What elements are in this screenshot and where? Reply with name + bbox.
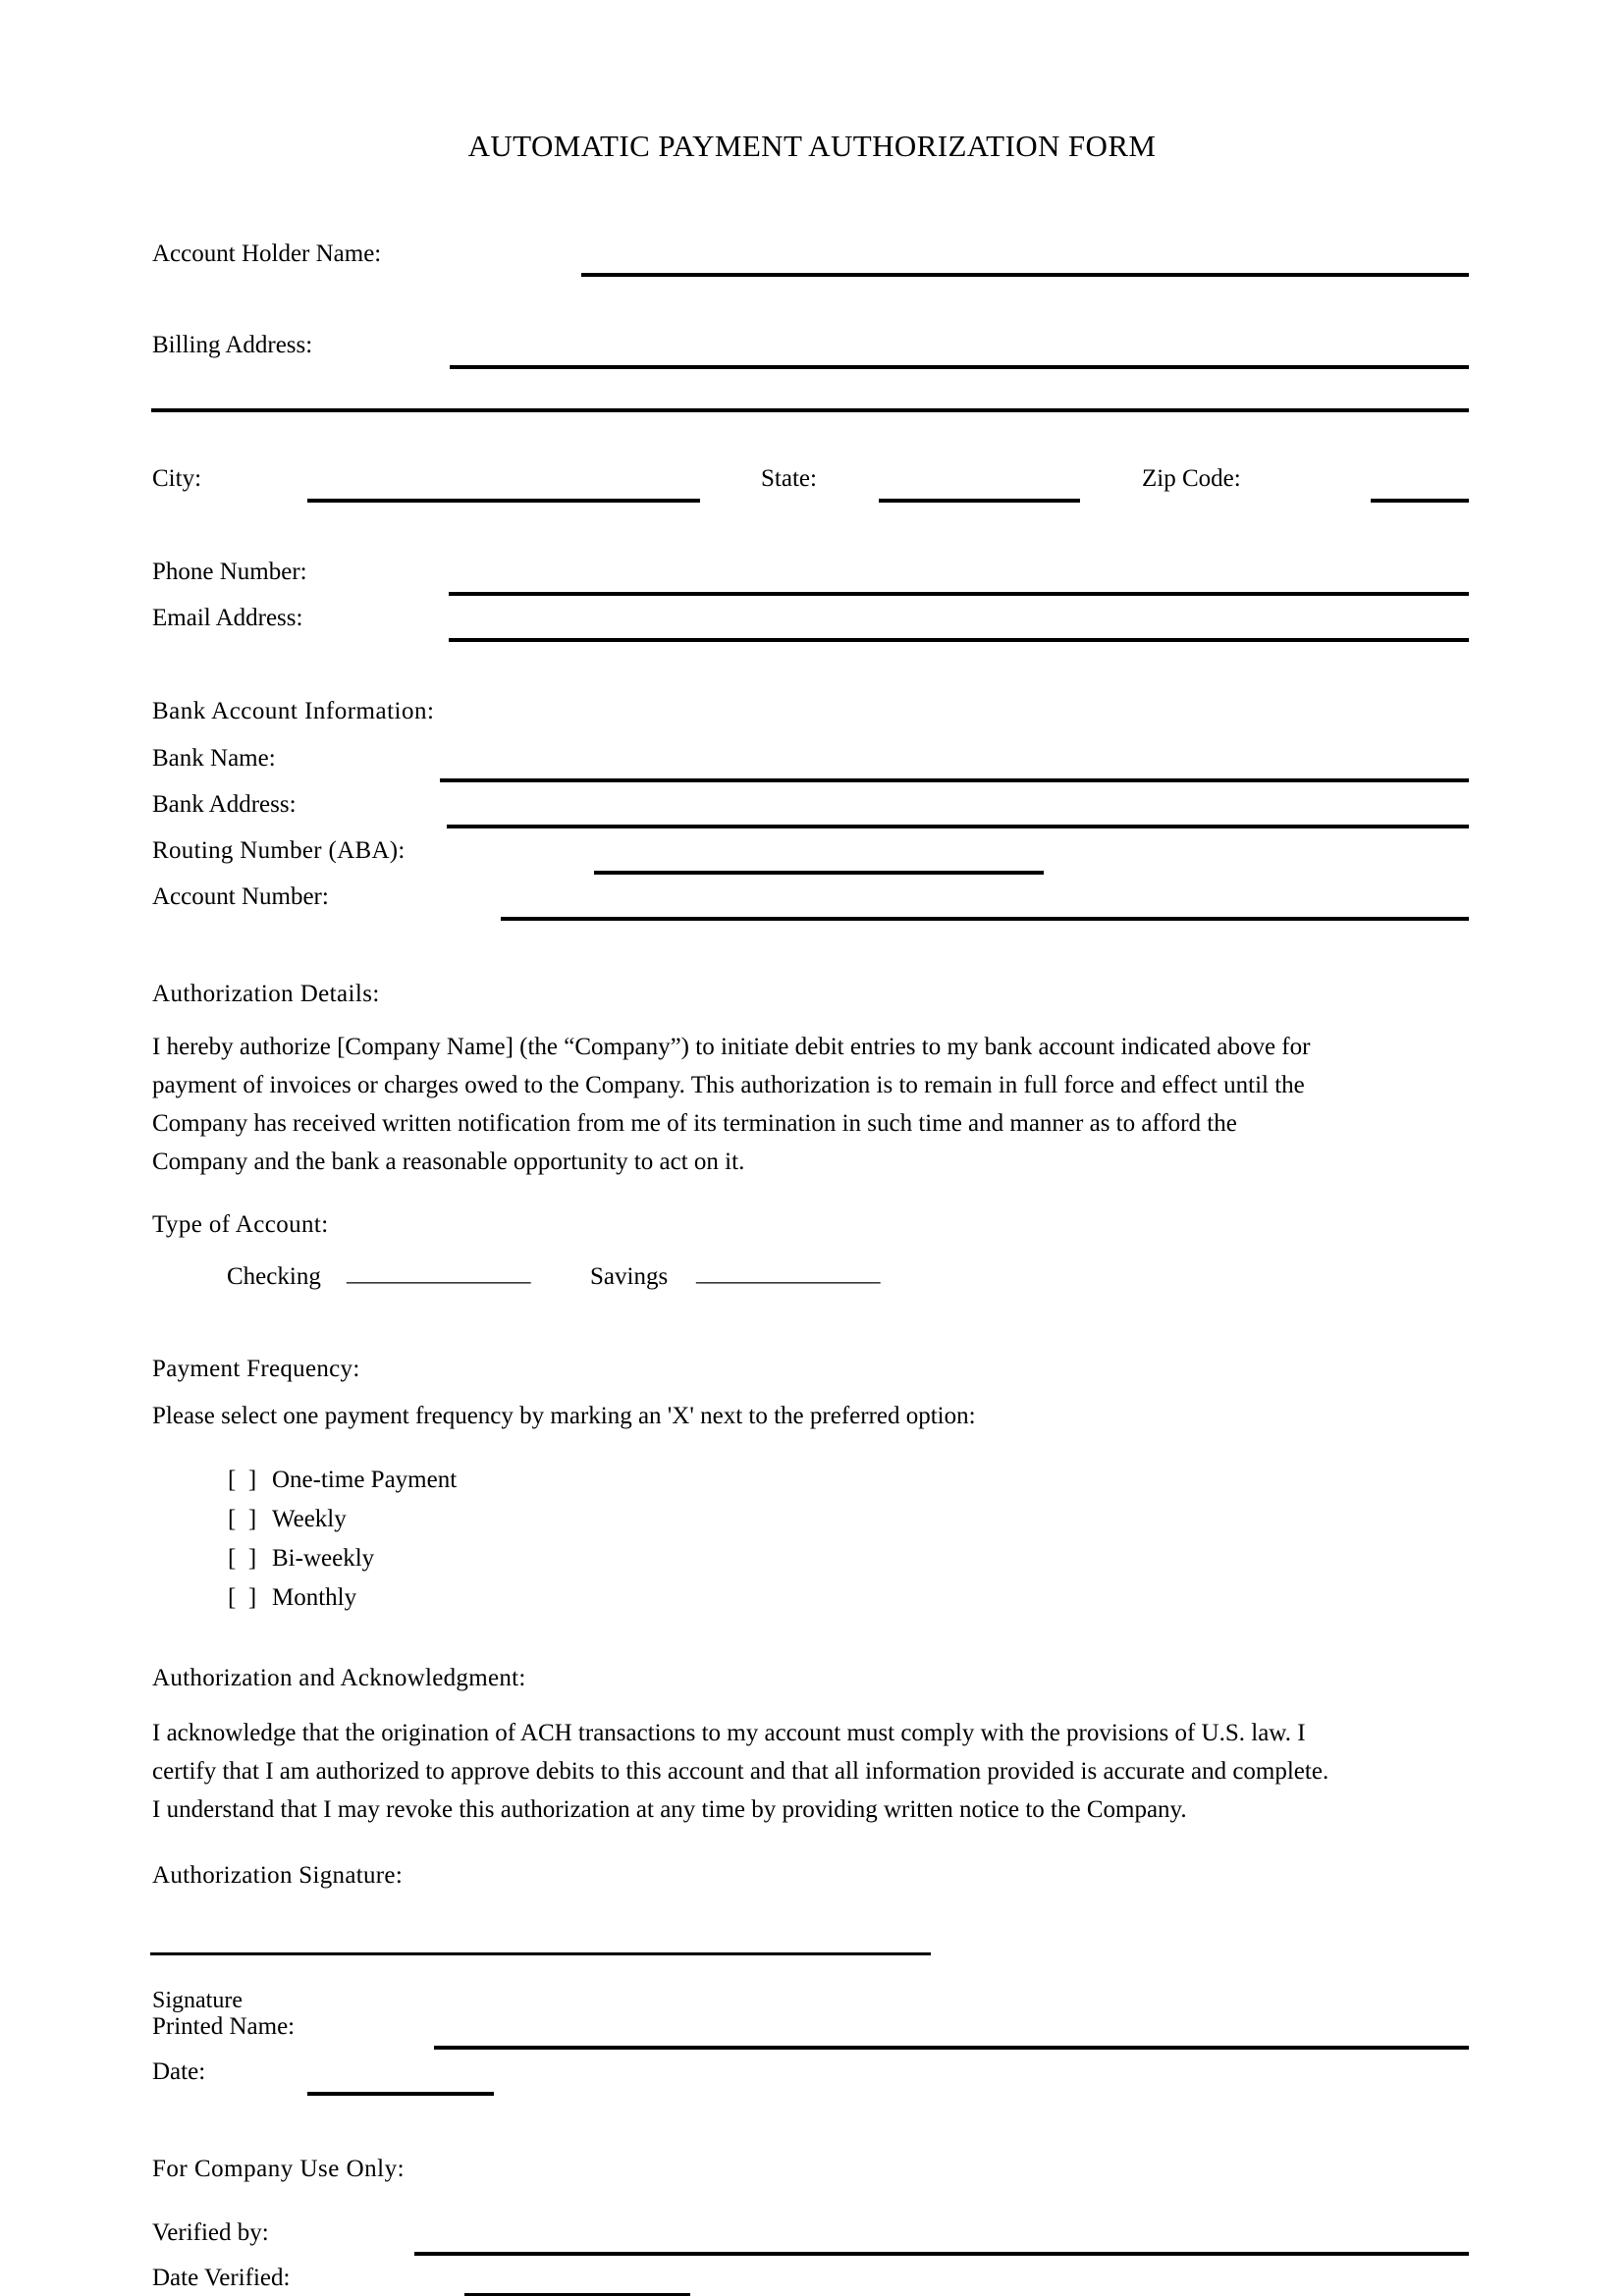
billing-address-field-line1[interactable] [450,365,1469,369]
zip-code-field[interactable] [1371,499,1469,503]
payment-frequency-instruction: Please select one payment frequency by marking an 'X' next to the preferred option: [152,1403,976,1429]
bank-address-label: Bank Address: [152,791,297,818]
printed-name-field[interactable] [434,2046,1469,2050]
checkbox-icon[interactable]: [ ] [228,1467,257,1493]
type-of-account-heading: Type of Account: [152,1211,329,1238]
state-label: State: [761,465,817,492]
routing-number-field[interactable] [594,871,1044,875]
company-use-heading: For Company Use Only: [152,2156,406,2182]
city-label: City: [152,465,202,492]
account-number-field[interactable] [501,917,1469,921]
authorization-paragraph-line: payment of invoices or charges owed to the Company. This authorization is to remain in full force and effect until the [152,1072,1305,1098]
email-address-field[interactable] [449,638,1469,642]
signature-field[interactable] [150,1952,931,1955]
payment-frequency-option-label: One-time Payment [272,1467,458,1493]
payment-frequency-option-label: Monthly [272,1584,357,1611]
state-field[interactable] [879,499,1080,503]
account-number-label: Account Number: [152,883,329,910]
acknowledgment-paragraph [152,1714,1478,1829]
account-holder-name-label: Account Holder Name: [152,240,382,267]
checkbox-icon[interactable]: [ ] [228,1545,257,1572]
checkbox-icon[interactable]: [ ] [228,1506,257,1532]
authorization-details-paragraph [152,1028,1473,1181]
checking-option-label: Checking [227,1263,321,1290]
payment-frequency-option-label: Bi-weekly [272,1545,375,1572]
bank-name-label: Bank Name: [152,745,276,772]
page-title: AUTOMATIC PAYMENT AUTHORIZATION FORM [467,129,1157,163]
bank-address-field[interactable] [447,825,1469,828]
acknowledgment-paragraph-line: I acknowledge that the origination of ACH transactions to my account must comply with the provisions of U.S. law. I [152,1720,1306,1746]
verified-by-label: Verified by: [152,2219,269,2246]
acknowledgment-paragraph-line: certify that I am authorized to approve debits to this account and that all information provided is accurate and complete. [152,1758,1329,1785]
checking-option-blank[interactable]: _______________ [347,1259,531,1286]
verified-by-field[interactable] [414,2252,1469,2256]
authorization-paragraph-line: Company and the bank a reasonable opportunity to act on it. [152,1148,745,1175]
bank-name-field[interactable] [440,778,1469,782]
account-holder-name-field[interactable] [581,273,1469,277]
payment-frequency-option-label: Weekly [272,1506,347,1532]
billing-address-label: Billing Address: [152,332,313,358]
billing-address-field-line2[interactable] [151,408,1469,412]
email-address-label: Email Address: [152,605,303,631]
zip-code-label: Zip Code: [1142,465,1241,492]
authorization-paragraph-line: Company has received written notification from me of its termination in such time and manner as to afford the [152,1110,1237,1137]
date-field[interactable] [307,2092,494,2096]
payment-frequency-heading: Payment Frequency: [152,1356,360,1382]
phone-number-field[interactable] [449,592,1469,596]
authorization-signature-heading: Authorization Signature: [152,1862,404,1889]
savings-option-label: Savings [590,1263,669,1290]
phone-number-label: Phone Number: [152,559,307,585]
date-label: Date: [152,2058,206,2085]
city-field[interactable] [307,499,700,503]
routing-number-label: Routing Number (ABA): [152,837,406,864]
acknowledgment-paragraph-line: I understand that I may revoke this authorization at any time by providing written notice to the Company. [152,1796,1187,1823]
acknowledgment-heading: Authorization and Acknowledgment: [152,1665,526,1691]
date-verified-label: Date Verified: [152,2265,291,2291]
printed-name-label: Printed Name: [152,2013,296,2040]
authorization-paragraph-line: I hereby authorize [Company Name] (the “Company”) to initiate debit entries to my bank account indicated above for [152,1034,1311,1060]
authorization-details-heading: Authorization Details: [152,981,380,1007]
savings-option-blank[interactable]: _______________ [696,1259,881,1286]
checkbox-icon[interactable]: [ ] [228,1584,257,1611]
bank-account-information-heading: Bank Account Information: [152,698,435,724]
signature-caption: Signature [152,1988,243,2013]
